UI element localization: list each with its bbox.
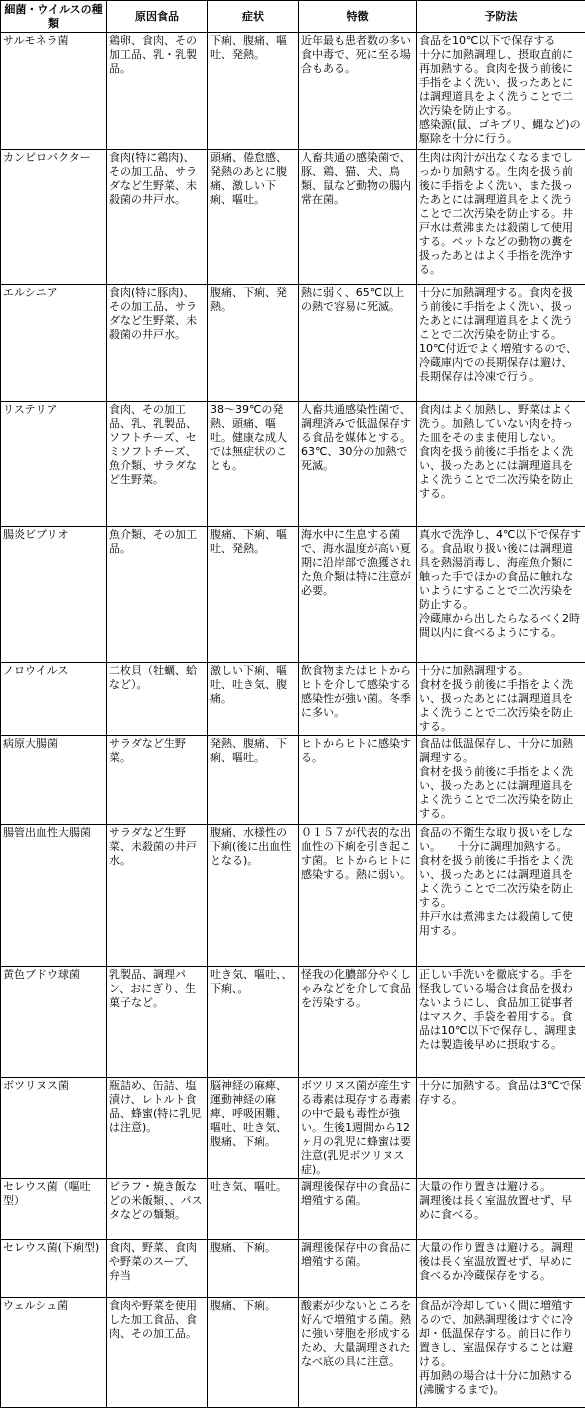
table-row [1, 1240, 585, 1298]
table-row [1, 150, 585, 285]
pathogen-name-cell: 腸管出血性大腸菌 [1, 825, 107, 967]
prevention-paragraph: 食材を扱う前後に手指をよく洗い、扱ったあとには調理道具をよく洗うことで二次汚染を防止する。 [419, 765, 573, 820]
cause-food-cell: 食肉や野菜を使用した加工食品、食肉、その加工品。 [107, 1298, 208, 1408]
cause-food-cell: 鶏卵、食肉、その加工品、乳・乳製品。 [107, 33, 208, 150]
pathogen-name-cell: ノロウイルス [1, 663, 107, 736]
prevention-paragraph: 食肉はよく加熱し、野菜はよく洗う。加熱していない肉を持った皿をそのまま使用しない。 [419, 403, 573, 444]
prevention-paragraph: 井戸水は煮沸または殺菌して使用する。 [419, 910, 573, 937]
features-cell: 海水中に生息する菌で、海水温度が高い夏期に沿岸部で漁獲された魚介類は特に注意が必要。 [299, 527, 417, 663]
prevention-paragraph: 食材を扱う前後に手指をよく洗い、扱ったあとには調理道具をよく洗うことで二次汚染を防止する。 [419, 678, 573, 733]
pathogen-name-cell: エルシニア [1, 285, 107, 402]
prevention-cell [417, 825, 585, 967]
pathogen-name-cell: セレウス菌（嘔吐型） [1, 1179, 107, 1240]
header-symptoms: 症状 [208, 1, 299, 33]
prevention-paragraph: 調理後は長く室温放置せず、早めに食べる。 [419, 1194, 573, 1221]
symptoms-cell: 腹痛、下痢。 [208, 1240, 299, 1298]
prevention-paragraph: 食品の不衛生な取り扱いをしない。 十分に調理加熱する。 [419, 826, 573, 853]
table-row [1, 285, 585, 402]
prevention-cell [417, 527, 585, 663]
prevention-cell [417, 33, 585, 150]
cause-food-cell: 魚介類、その加工品。 [107, 527, 208, 663]
table-row [1, 1078, 585, 1179]
prevention-cell [417, 1179, 585, 1240]
pathogen-name-cell: リステリア [1, 402, 107, 527]
features-cell: 調理後保存中の食品に増殖する菌。 [299, 1179, 417, 1240]
cause-food-cell: ピラフ・焼き飯などの米飯類、、パスタなどの麺類。 [107, 1179, 208, 1240]
symptoms-cell: 激しい下痢、嘔吐、吐き気、腹痛。 [208, 663, 299, 736]
prevention-paragraph: 冷蔵庫から出したらなるべく2時間以内に食べるようにする。 [419, 612, 580, 639]
symptoms-cell: 腹痛、下痢。 [208, 1298, 299, 1408]
features-cell: 飲食物またはヒトからヒトを介して感染する感染性が強い菌。冬季に多い。 [299, 663, 417, 736]
prevention-cell [417, 736, 585, 825]
pathogen-name-cell: ウェルシュ菌 [1, 1298, 107, 1408]
prevention-paragraph: 感染源(鼠、ゴキブリ、蝿など)の駆除を十分に行う。 [419, 118, 581, 145]
pathogen-name-cell: セレウス菌(下痢型) [1, 1240, 107, 1298]
symptoms-cell: 腹痛、下痢、発熱。 [208, 285, 299, 402]
features-cell: 人畜共通感染性菌で、調理済みで低温保存する食品を媒体とする。63℃、30分の加熱で死滅。 [299, 402, 417, 527]
features-cell: 人畜共通の感染菌で、豚、鶏、猫、犬、鳥類、鼠など動物の腸内常在菌。 [299, 150, 417, 285]
table-row [1, 967, 585, 1078]
table-row [1, 663, 585, 736]
pathogen-name-cell: 腸炎ビブリオ [1, 527, 107, 663]
prevention-paragraph: 十分に加熱調理する。食肉を扱う前後に手指をよく洗い、扱ったあとには調理道具をよく洗うことで二次汚染を防止する。 [419, 286, 573, 341]
prevention-cell [417, 150, 585, 285]
prevention-paragraph: 大量の作り置きは避ける。調理後は長く室温放置せず、早めに食べるか冷蔵保存をする。 [419, 1241, 573, 1282]
header-features: 特徴 [299, 1, 417, 33]
cause-food-cell: 乳製品、調理パン、おにぎり、生菓子など。 [107, 967, 208, 1078]
features-cell: ヒトからヒトに感染する。 [299, 736, 417, 825]
prevention-cell [417, 967, 585, 1078]
pathogen-name-cell: ボツリヌス菌 [1, 1078, 107, 1179]
cause-food-cell: 食肉(特に鶏肉)、その加工品、サラダなど生野菜、未殺菌の井戸水。 [107, 150, 208, 285]
header-pathogen: 細菌・ウイルスの種類 [1, 1, 107, 33]
prevention-paragraph: 食品は低温保存し、十分に加熱調理する。 [419, 737, 573, 764]
table-row [1, 33, 585, 150]
prevention-paragraph: 10℃付近でよく増殖するので、冷蔵庫内での長期保存は避け、長期保存は冷凍で行う。 [419, 342, 578, 383]
prevention-cell [417, 1240, 585, 1298]
cause-food-cell: 食肉、野菜、食肉や野菜のスープ、弁当 [107, 1240, 208, 1298]
table-row [1, 1179, 585, 1240]
prevention-paragraph: 正しい手洗いを徹底する。手を怪我している場合は食品を扱わないようにし、食品加工従事者はマスク、手袋を着用する。食品は10℃以下で保存し、調理または製造後早めに摂取する。 [419, 968, 578, 1051]
prevention-paragraph: 食材を扱う前後に手指をよく洗い、扱ったあとには調理道具をよく洗うことで二次汚染を防止する。 [419, 854, 573, 909]
prevention-paragraph: 大量の作り置きは避ける。 [419, 1180, 551, 1193]
symptoms-cell: 発熱、腹痛、下痢、嘔吐。 [208, 736, 299, 825]
symptoms-cell: 頭痛、倦怠感、発熱のあとに腹痛、激しい下痢、嘔吐。 [208, 150, 299, 285]
features-cell: ０１５７が代表的な出血性の下痢を引き起こす菌。ヒトからヒトに感染する。熱に弱い。 [299, 825, 417, 967]
symptoms-cell: 脳神経の麻痺、運動神経の麻痺、呼吸困難、嘔吐、吐き気、腹痛、下痢。 [208, 1078, 299, 1179]
cause-food-cell: 瓶詰め、缶詰、塩漬け、レトルト食品、蜂蜜(特に乳児は注意)。 [107, 1078, 208, 1179]
header-cause-food: 原因食品 [107, 1, 208, 33]
table-row [1, 736, 585, 825]
table-row [1, 527, 585, 663]
prevention-paragraph: 生肉は肉汁が出なくなるまでしっかり加熱する。生肉を扱う前後に手指をよく洗い、また扱ったあとには調理道具をよく洗うことで二次汚染を防止する。井戸水は煮沸または殺菌して使用する。ペットなどの動物の糞を扱ったあとはよく手指を洗浄する。 [419, 151, 573, 276]
header-prevention: 予防法 [417, 1, 585, 33]
prevention-paragraph: 真水で洗浄し、4℃以下で保存する。食品取り扱い後には調理道具を熱湯消毒し、海産魚介類に触った手でほかの食品に触れないようにすることで二次汚染を防止する。 [419, 528, 582, 611]
prevention-paragraph: 食肉を扱う前後に手指をよく洗い、扱ったあとには調理道具をよく洗うことで二次汚染を防止する。 [419, 445, 573, 500]
cause-food-cell: 食肉(特に豚肉)、その加工品、サラダなど生野菜、未殺菌の井戸水。 [107, 285, 208, 402]
table-row [1, 1298, 585, 1408]
features-cell: 調理後保存中の食品に増殖する菌。 [299, 1240, 417, 1298]
table-row [1, 402, 585, 527]
symptoms-cell: 吐き気、嘔吐。 [208, 1179, 299, 1240]
prevention-paragraph: 再加熱の場合は十分に加熱する(沸騰するまで)。 [419, 1369, 573, 1396]
features-cell: 酸素が少ないところを好んで増殖する菌。熱に強い芽胞を形成するため、大量調理されたなべ底の具に注意。 [299, 1298, 417, 1408]
prevention-cell [417, 285, 585, 402]
features-cell: 近年最も患者数の多い食中毒で、死に至る場合もある。 [299, 33, 417, 150]
prevention-paragraph: 十分に加熱する。食品は3℃で保存する。 [419, 1079, 582, 1106]
table-body [1, 33, 585, 1408]
prevention-paragraph: 食品を10℃以下で保存する [419, 34, 556, 47]
features-cell: 怪我の化膿部分やくしゃみなどを介して食品を汚染する。 [299, 967, 417, 1078]
prevention-paragraph: 十分に加熱調理し、摂取直前に再加熱する。食肉を扱う前後に手指をよく洗い、扱ったあとには調理道具をよく洗うことで二次汚染を防止する。 [419, 48, 573, 117]
cause-food-cell: サラダなど生野菜、未殺菌の井戸水。 [107, 825, 208, 967]
cause-food-cell: 食肉、その加工品、乳、乳製品、ソフトチーズ、セミソフトチーズ、魚介類、サラダなど生野菜。 [107, 402, 208, 527]
symptoms-cell: 吐き気、嘔吐、、下痢、。 [208, 967, 299, 1078]
prevention-paragraph: 食品が冷却していく間に増殖するので、加熱調理後はすぐに冷却・低温保存する。前日に作り置きし、室温保存することは避ける。 [419, 1299, 573, 1368]
prevention-cell [417, 1298, 585, 1408]
symptoms-cell: 腹痛、下痢、嘔吐、発熱。 [208, 527, 299, 663]
pathogen-name-cell: カンピロバクター [1, 150, 107, 285]
prevention-cell [417, 402, 585, 527]
prevention-cell [417, 1078, 585, 1179]
symptoms-cell: 38～39℃の発熱、頭痛、嘔吐。健康な成人では無症状のことも。 [208, 402, 299, 527]
header-row [1, 1, 585, 33]
symptoms-cell: 腹痛、水様性の下痢(後に出血性となる)。 [208, 825, 299, 967]
pathogen-name-cell: 病原大腸菌 [1, 736, 107, 825]
features-cell: 熱に弱く、65℃以上の熱で容易に死滅。 [299, 285, 417, 402]
pathogen-name-cell: 黄色ブドウ球菌 [1, 967, 107, 1078]
prevention-paragraph: 十分に加熱調理する。 [419, 664, 529, 677]
cause-food-cell: 二枚貝（牡蠣、蛤など）。 [107, 663, 208, 736]
pathogen-name-cell: サルモネラ菌 [1, 33, 107, 150]
features-cell: ボツリヌス菌が産生する毒素は現存する毒素の中で最も毒性が強い。生後1週間から12ヶ月の乳児に蜂蜜は要注意(乳児ボツリヌス症)。 [299, 1078, 417, 1179]
symptoms-cell: 下痢、腹痛、嘔吐、発熱。 [208, 33, 299, 150]
prevention-cell [417, 663, 585, 736]
cause-food-cell: サラダなど生野菜。 [107, 736, 208, 825]
table-row [1, 825, 585, 967]
